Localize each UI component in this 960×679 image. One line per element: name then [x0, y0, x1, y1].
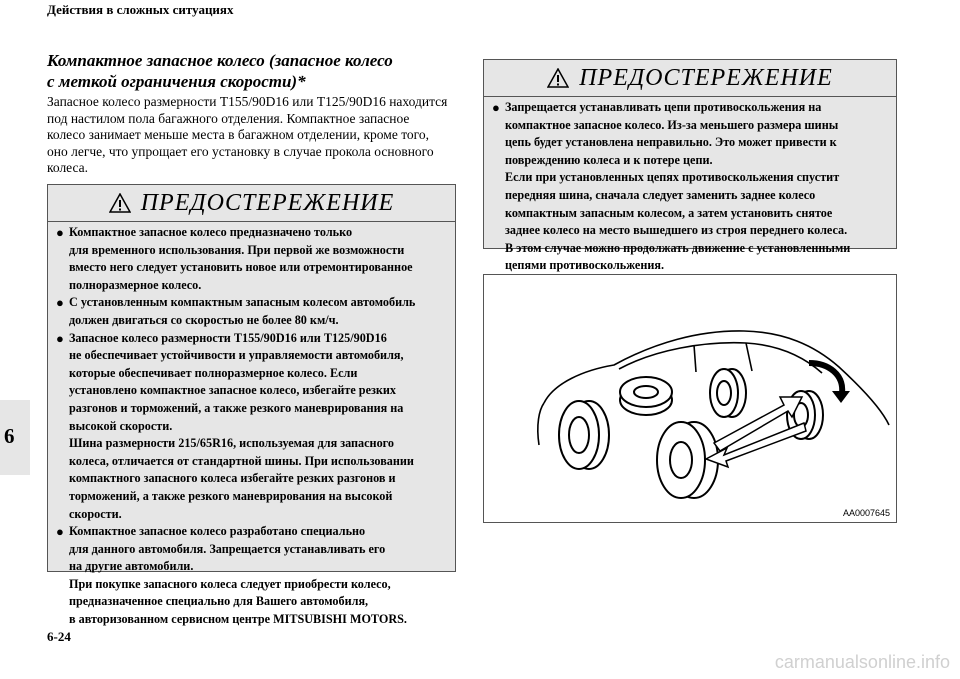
figure-code: AA0007645 [842, 508, 890, 518]
watermark: carmanualsonline.info [774, 652, 950, 672]
warning-line: компактного запасного колеса избегайте резких разгонов и [69, 471, 396, 486]
warning-line: Если при установленных цепях противоскольжения спустит [505, 170, 840, 185]
warning-line: в авторизованном сервисном центре MITSUBISHI MOTORS. [69, 612, 407, 627]
warning-line: передняя шина, сначала следует заменить заднее колесо [505, 187, 816, 202]
warning-line: цепями противоскольжения. [505, 258, 665, 273]
warning-line: скорости. [69, 506, 122, 521]
illustration-spare-wheel [483, 274, 897, 523]
warning-line: которые обеспечивает полноразмерное колесо. Если [69, 365, 358, 380]
warning-paragraph [505, 169, 888, 275]
chapter-number: 6 [4, 424, 15, 448]
intro-line: Запасное колесо размерности T155/90D16 или T125/90D16 находится [47, 94, 448, 109]
warning-line: разгонов и торможений, а также резкого маневрирования на [69, 400, 404, 415]
warning-line: Компактное запасное колесо разработано специально [69, 524, 366, 539]
warning-line: Компактное запасное колесо предназначено только [69, 225, 353, 239]
section-title-line: с меткой ограничения скорости)* [47, 72, 306, 91]
warning-line: предназначенное специально для Вашего автомобиля, [69, 594, 369, 609]
warning-item-text [69, 224, 447, 294]
warning-line: Шина размерности 215/65R16, используемая для запасного [69, 436, 395, 451]
warning-line: цепь будет установлена неправильно. Это может привести к [505, 135, 837, 150]
warning-title: ПРЕДОСТЕРЕЖЕНИЕ [140, 189, 395, 216]
warning-line: колеса, отличается от стандартной шины. При использовании [69, 453, 414, 468]
warning-line: высокой скорости. [69, 418, 173, 433]
bullet-icon: ● [56, 524, 64, 540]
warning-line: компактное запасное колесо. Из-за меньшего размера шины [505, 117, 839, 132]
warning-line: торможений, а также резкого маневрирования на высокой [69, 488, 393, 503]
warning-body [48, 222, 455, 629]
warning-item-text [69, 523, 447, 629]
warning-line: полноразмерное колесо. [69, 277, 202, 292]
warning-line: С установленным компактным запасным колесом автомобиль [69, 295, 416, 310]
warning-title: ПРЕДОСТЕРЕЖЕНИЕ [579, 64, 833, 91]
page-number: 6-24 [47, 629, 71, 644]
warning-line: компактным запасным колесом, а затем установить снятое [505, 205, 833, 220]
warning-item [56, 224, 447, 294]
warning-triangle-icon [547, 68, 569, 88]
intro-line: колесо занимает меньше места в багажном отделении, кроме того, [47, 127, 430, 142]
warning-paragraph [69, 435, 447, 523]
warning-line: для временного использования. При первой же возможности [69, 242, 405, 257]
warning-paragraph [69, 576, 447, 629]
bullet-icon: ● [492, 100, 500, 115]
warning-paragraph [69, 224, 447, 294]
warning-line: для данного автомобиля. Запрещается устанавливать его [69, 541, 386, 556]
bullet-icon: ● [56, 330, 64, 346]
bullet-icon: ● [56, 295, 64, 311]
warning-paragraph [69, 330, 447, 436]
warning-line: установлено компактное запасное колесо, избегайте резких [69, 383, 397, 398]
intro-line: под настилом пола багажного отделения. Компактное запасное [47, 110, 410, 126]
section-title-line: Компактное запасное колесо (запасное колесо [47, 51, 393, 70]
warning-paragraph [505, 99, 888, 169]
warning-box-right [483, 59, 897, 273]
intro-paragraph [47, 94, 457, 177]
warning-line: В этом случае можно продолжать движение с установленными [505, 240, 851, 255]
warning-body [484, 97, 896, 275]
car-wheels-illustration [484, 275, 896, 522]
bullet-icon: ● [56, 225, 64, 240]
warning-item-text [69, 330, 447, 524]
warning-line: Запрещается устанавливать цепи противоскольжения на [505, 100, 822, 114]
warning-item [492, 99, 888, 275]
warning-line: повреждению колеса и к потере цепи. [505, 152, 713, 167]
warning-item-text [69, 294, 447, 329]
warning-paragraph [69, 523, 447, 576]
warning-line: не обеспечивает устойчивости и управляемости автомобиля, [69, 348, 404, 363]
warning-line: вместо него следует установить новое или отремонтированное [69, 260, 413, 275]
warning-paragraph [69, 294, 447, 329]
warning-line: на другие автомобили. [69, 559, 194, 574]
warning-item [56, 294, 447, 329]
warning-header [48, 185, 455, 222]
warning-item-text [505, 99, 888, 275]
warning-line: При покупке запасного колеса следует приобрести колесо, [69, 576, 391, 591]
warning-item [56, 523, 447, 629]
page-header: Действия в сложных ситуациях [47, 2, 234, 17]
intro-line: оно легче, что упрощает его установку в случае прокола основного [47, 143, 434, 159]
warning-line: Запасное колесо размерности T155/90D16 или T125/90D16 [69, 330, 387, 345]
warning-line: заднее колесо на место вышедшего из строя переднего колеса. [505, 223, 848, 238]
warning-item [56, 330, 447, 524]
warning-header [484, 60, 896, 97]
warning-line: должен двигаться со скоростью не более 80 км/ч. [69, 312, 339, 327]
section-title [47, 50, 393, 92]
intro-line: колеса. [47, 160, 89, 175]
warning-triangle-icon [109, 193, 131, 213]
warning-box-left [47, 184, 456, 627]
